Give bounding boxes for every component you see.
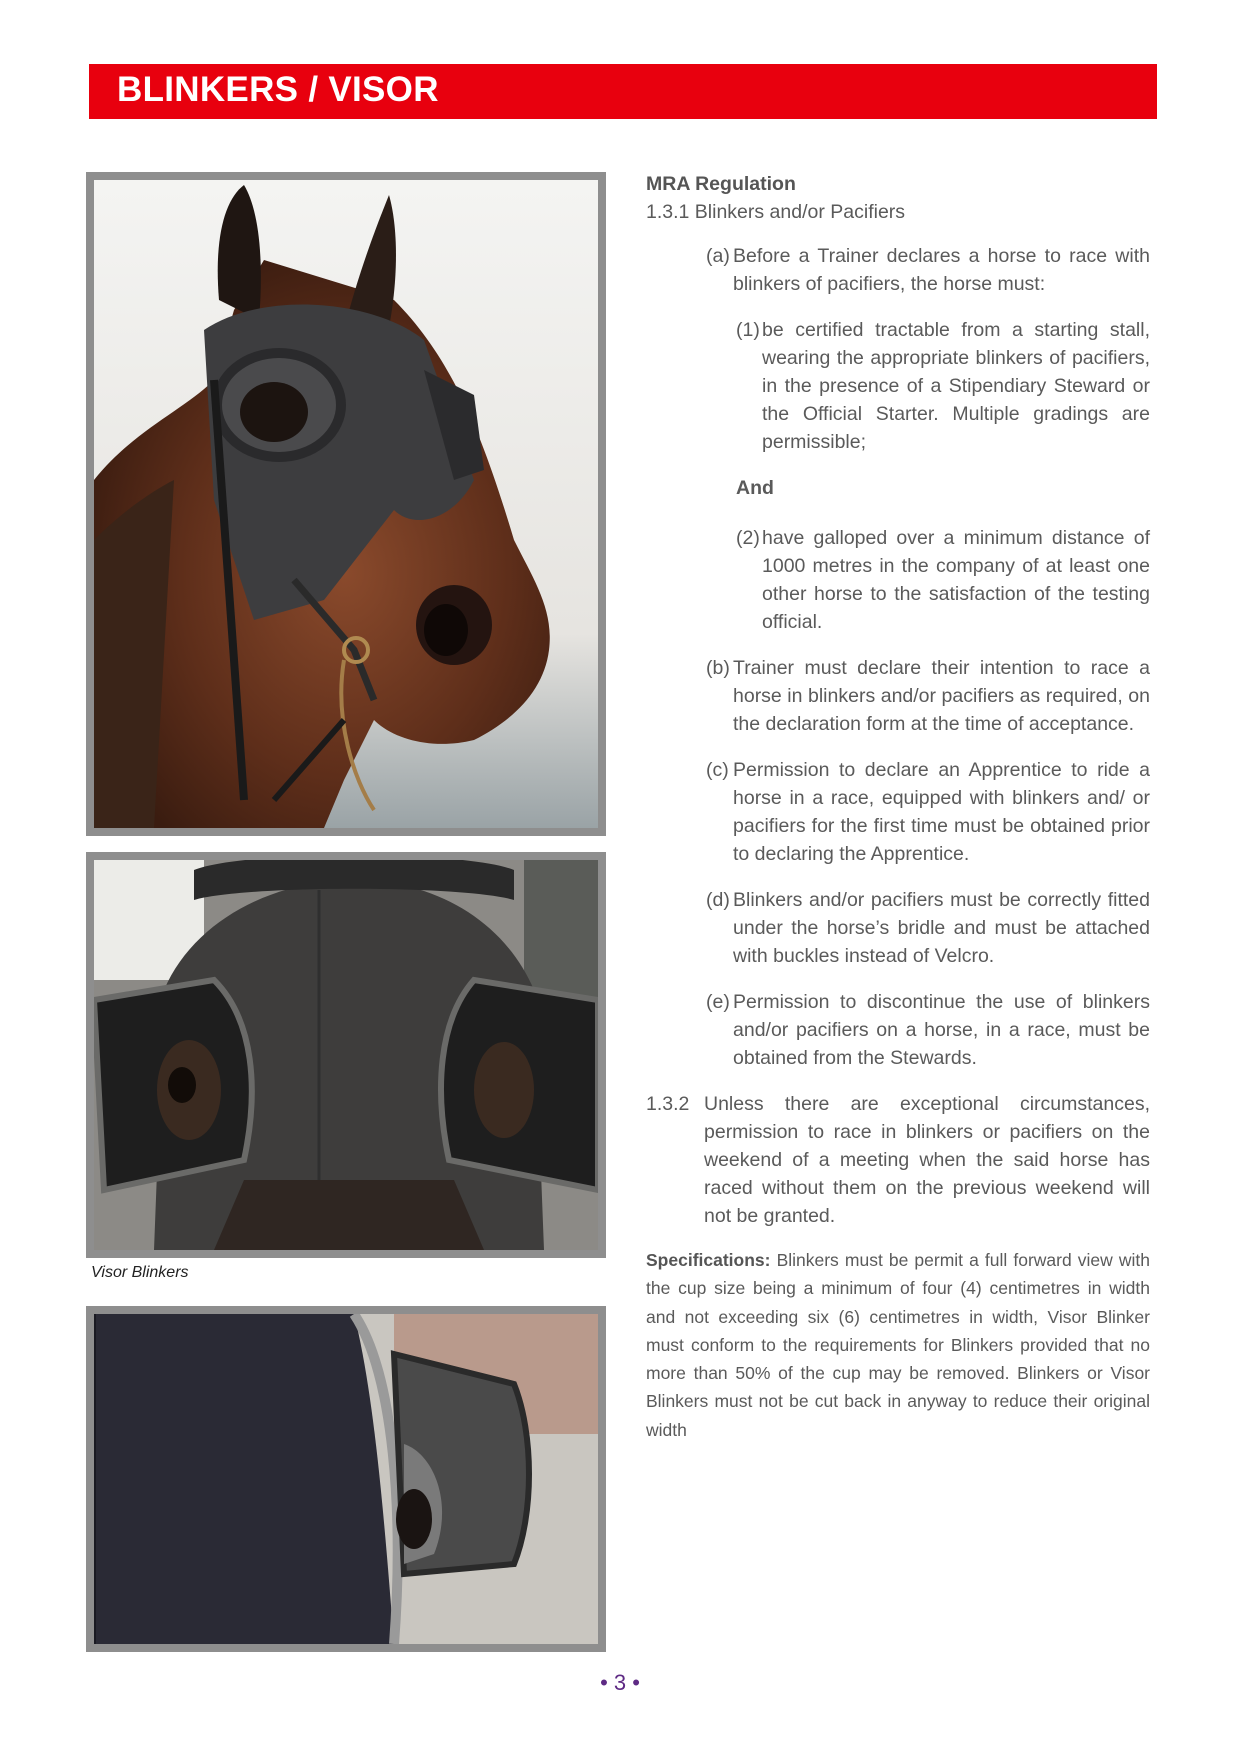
clause-a1-label: (1) [736, 319, 760, 341]
page-title: BLINKERS / VISOR [117, 70, 439, 109]
specifications-label: Specifications: [646, 1250, 771, 1270]
specifications [646, 1246, 1150, 1444]
visor-blinkers-illustration [94, 860, 598, 1250]
clause-d [706, 886, 1150, 970]
clause-e [706, 988, 1150, 1072]
page-number: • 3 • [600, 1670, 640, 1695]
title-banner [89, 64, 1157, 119]
horse-blinkers-illustration [94, 180, 598, 828]
clause-a1 [736, 316, 1150, 456]
specifications-text: Blinkers must be permit a full forward view with the cup size being a minimum of four (4) centimetres in width and not exceeding six (6) centimetres in width, Visor Blinker must conform to the requirements for Blinkers provided that no more than 50% of the cup may be removed. Blinkers or Visor Blinkers must not be cut back in anyway to reduce their original width [646, 1250, 1150, 1440]
clause-b-label: (b) [706, 657, 730, 679]
clause-c-text: Permission to declare an Apprentice to ride a horse in a race, equipped with blinkers and/ or pacifiers for the first time must be obtained prior to declaring the Apprentice. [733, 759, 1150, 865]
clause-c-label: (c) [706, 759, 729, 781]
regulation-text [646, 170, 1150, 1444]
regulation-subtitle: 1.3.1 Blinkers and/or Pacifiers [646, 201, 906, 223]
photo-caption: Visor Blinkers [91, 1264, 189, 1281]
clause-a-text: Before a Trainer declares a horse to race with blinkers of pacifiers, the horse must: [733, 245, 1150, 295]
and-connector: And [736, 477, 774, 499]
clause-a1-text: be certified tractable from a starting stall, wearing the appropriate blinkers of pacifiers, in the presence of a Stipendiary Steward or the Official Starter. Multiple gradings are permissible; [762, 319, 1150, 453]
clause-a [706, 242, 1150, 298]
photo-visor-closeup [86, 1306, 606, 1652]
clause-c [706, 756, 1150, 868]
clause-d-text: Blinkers and/or pacifiers must be correctly fitted under the horse’s bridle and must be attached with buckles instead of Velcro. [733, 889, 1150, 967]
section-1-3-2-label: 1.3.2 [646, 1093, 690, 1115]
clause-a2 [736, 524, 1150, 636]
section-1-3-2-text: Unless there are exceptional circumstances, permission to race in blinkers or pacifiers on the weekend of a meeting when the said horse has raced without them on the previous weekend will not be granted. [704, 1093, 1150, 1227]
section-1-3-2 [646, 1090, 1150, 1230]
photo-horse-blinkers [86, 172, 606, 836]
clause-e-label: (e) [706, 991, 730, 1013]
photo-visor-blinkers [86, 852, 606, 1258]
visor-closeup-illustration [94, 1314, 598, 1644]
clause-a-label: (a) [706, 245, 730, 267]
clause-d-label: (d) [706, 889, 730, 911]
clause-a2-label: (2) [736, 527, 760, 549]
clause-b-text: Trainer must declare their intention to race a horse in blinkers and/or pacifiers as required, on the declaration form at the time of acceptance. [733, 657, 1150, 735]
clause-e-text: Permission to discontinue the use of blinkers and/or pacifiers on a horse, in a race, must be obtained from the Stewards. [733, 991, 1150, 1069]
clause-b [706, 654, 1150, 738]
clause-a2-text: have galloped over a minimum distance of 1000 metres in the company of at least one other horse to the satisfaction of the testing official. [762, 527, 1150, 633]
regulation-title: MRA Regulation [646, 173, 796, 195]
